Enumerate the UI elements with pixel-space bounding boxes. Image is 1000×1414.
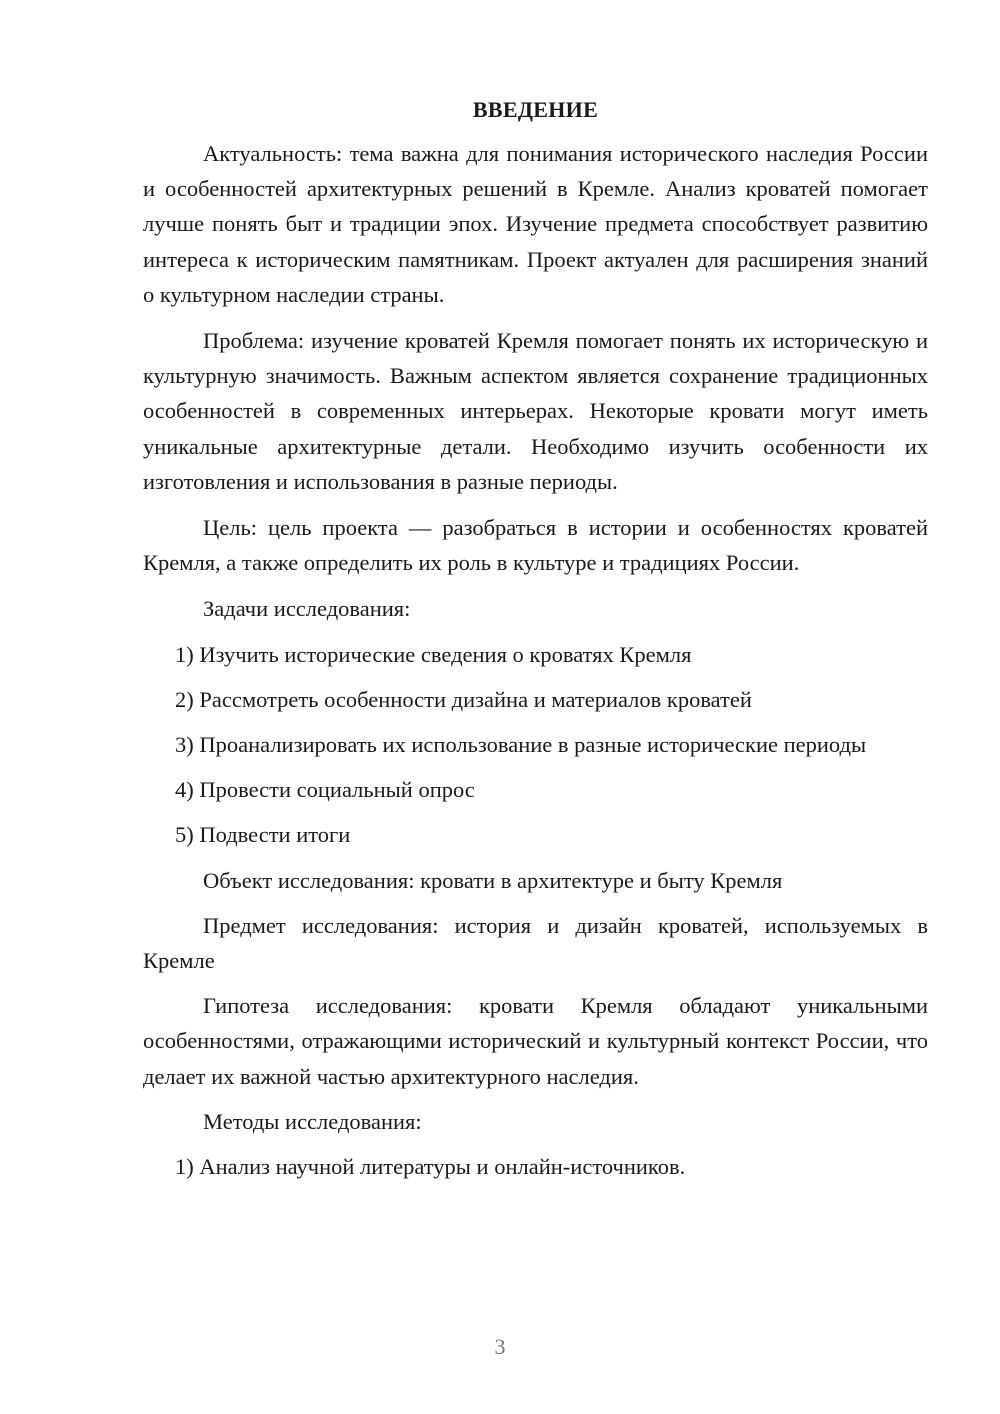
document-page xyxy=(143,92,928,1184)
task-item-1: 1) Изучить исторические сведения о кроватях Кремля xyxy=(175,641,692,667)
task-item-4: 4) Провести социальный опрос xyxy=(175,777,475,803)
paragraph-subject: Предмет исследования: история и дизайн кроватей, используемых в Кремле xyxy=(143,912,928,974)
task-item-3: 3) Проанализировать их использование в разные исторические периоды xyxy=(175,732,867,758)
task-item-5: 5) Подвести итоги xyxy=(175,822,351,848)
methods-heading: Методы исследования: xyxy=(203,1108,422,1134)
page-number: 3 xyxy=(494,1334,506,1359)
section-title: ВВЕДЕНИЕ xyxy=(472,97,599,122)
paragraph-object: Объект исследования: кровати в архитектуре и быту Кремля xyxy=(203,867,783,893)
paragraph-hypothesis: Гипотеза исследования: кровати Кремля обладают уникальными особенностями, отражающими исторический и культурный контекст России, что делает их важной частью архитектурного наследия. xyxy=(143,993,928,1089)
paragraph-goal: Цель: цель проекта — разобраться в истории и особенностях кроватей Кремля, а также определить их роль в культуре и традициях России. xyxy=(143,515,928,576)
tasks-heading: Задачи исследования: xyxy=(203,596,411,622)
paragraph-problem: Проблема: изучение кроватей Кремля помогает понять их историческую и культурную значимость. Важным аспектом является сохранение традиционных особенностей в современных интерьерах. Некоторые кровати могут иметь уникальные архитектурные детали. Необходимо изучить особенности их изготовления и использования в разные периоды. xyxy=(143,328,928,494)
task-item-2: 2) Рассмотреть особенности дизайна и материалов кроватей xyxy=(175,686,752,712)
method-item-1: 1) Анализ научной литературы и онлайн-источников. xyxy=(175,1154,686,1180)
paragraph-relevance: Актуальность: тема важна для понимания исторического наследия России и особенностей архитектурных решений в Кремле. Анализ кроватей помогает лучше понять быт и традиции эпох. Изучение предмета способствует развитию интереса к историческим памятникам. Проект актуален для расширения знаний о культурном наследии страны. xyxy=(143,141,928,307)
